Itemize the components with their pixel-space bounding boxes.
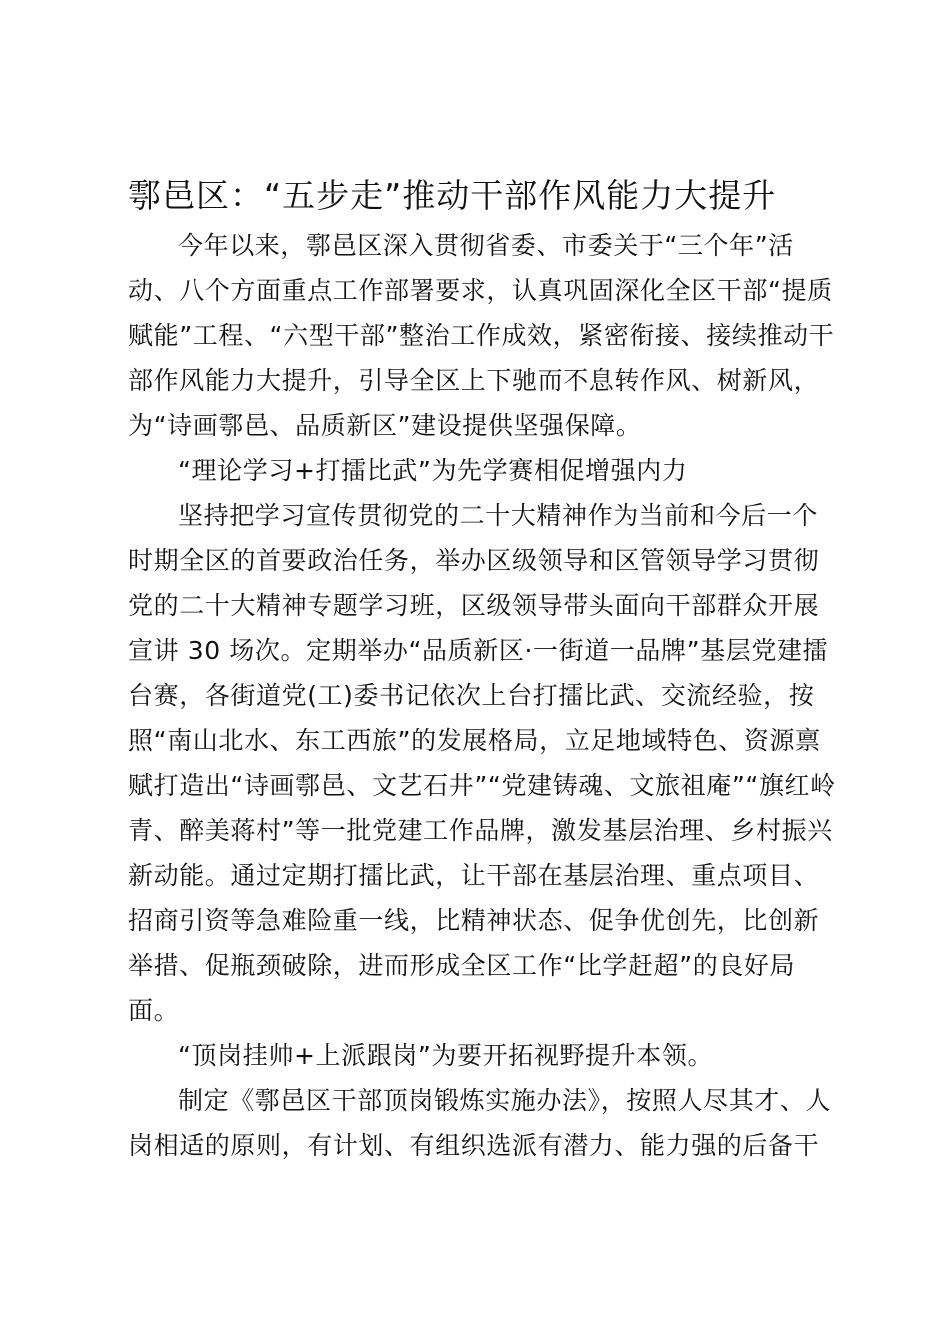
paragraph-line: 制定《鄠邑区干部顶岗锻炼实施办法》，按照人尽其才、人 [178, 1086, 832, 1115]
paragraph-line: 招商引资等急难险重一线，比精神状态、促争优创先，比创新 [128, 906, 820, 935]
paragraph-line: 党的二十大精神专题学习班，区级领导带头面向干部群众开展 [128, 591, 820, 620]
section-heading: “顶岗挂帅+上派跟岗”为要开拓视野提升本领。 [178, 1041, 714, 1070]
paragraph-line: 面。 [128, 996, 180, 1025]
paragraph-line: 照“南山北水、东工西旅”的发展格局，立足地域特色、资源禀 [128, 726, 821, 755]
paragraph-line: 举措、促瓶颈破除，进而形成全区工作“比学赶超”的良好局 [128, 951, 796, 980]
paragraph-line: 赋能”工程、“六型干部”整治工作成效，紧密衔接、接续推动干 [128, 321, 835, 350]
paragraph-line: 新动能。通过定期打擂比武，让干部在基层治理、重点项目、 [128, 861, 820, 890]
paragraph-line: 部作风能力大提升，引导全区上下驰而不息转作风、树新风， [128, 366, 820, 395]
paragraph-line: 青、醉美蒋村”等一批党建工作品牌，激发基层治理、乡村振兴 [128, 816, 833, 845]
document-title: 鄠邑区：“五步走”推动干部作风能力大提升 [128, 176, 777, 215]
paragraph-line: 为“诗画鄠邑、品质新区”建设提供坚强保障。 [128, 411, 642, 440]
paragraph-line: 宣讲 30 场次。定期举办“品质新区·一街道一品牌”基层党建擂 [128, 636, 829, 665]
paragraph-line: 坚持把学习宣传贯彻党的二十大精神作为当前和今后一个 [178, 501, 819, 530]
paragraph-line: 岗相适的原则，有计划、有组织选派有潜力、能力强的后备干 [128, 1131, 820, 1160]
section-heading: “理论学习+打擂比武”为先学赛相促增强内力 [178, 456, 688, 485]
paragraph-line: 赋打造出“诗画鄠邑、文艺石井”“党建铸魂、文旅祖庵”“旗红岭 [128, 771, 836, 800]
paragraph-line: 时期全区的首要政治任务，举办区级领导和区管领导学习贯彻 [128, 546, 820, 575]
paragraph-line: 今年以来，鄠邑区深入贯彻省委、市委关于“三个年”活 [178, 231, 794, 260]
paragraph-line: 台赛，各街道党(工)委书记依次上台打擂比武、交流经验，按 [128, 681, 815, 710]
paragraph-line: 动、八个方面重点工作部署要求，认真巩固深化全区干部“提质 [128, 276, 833, 305]
